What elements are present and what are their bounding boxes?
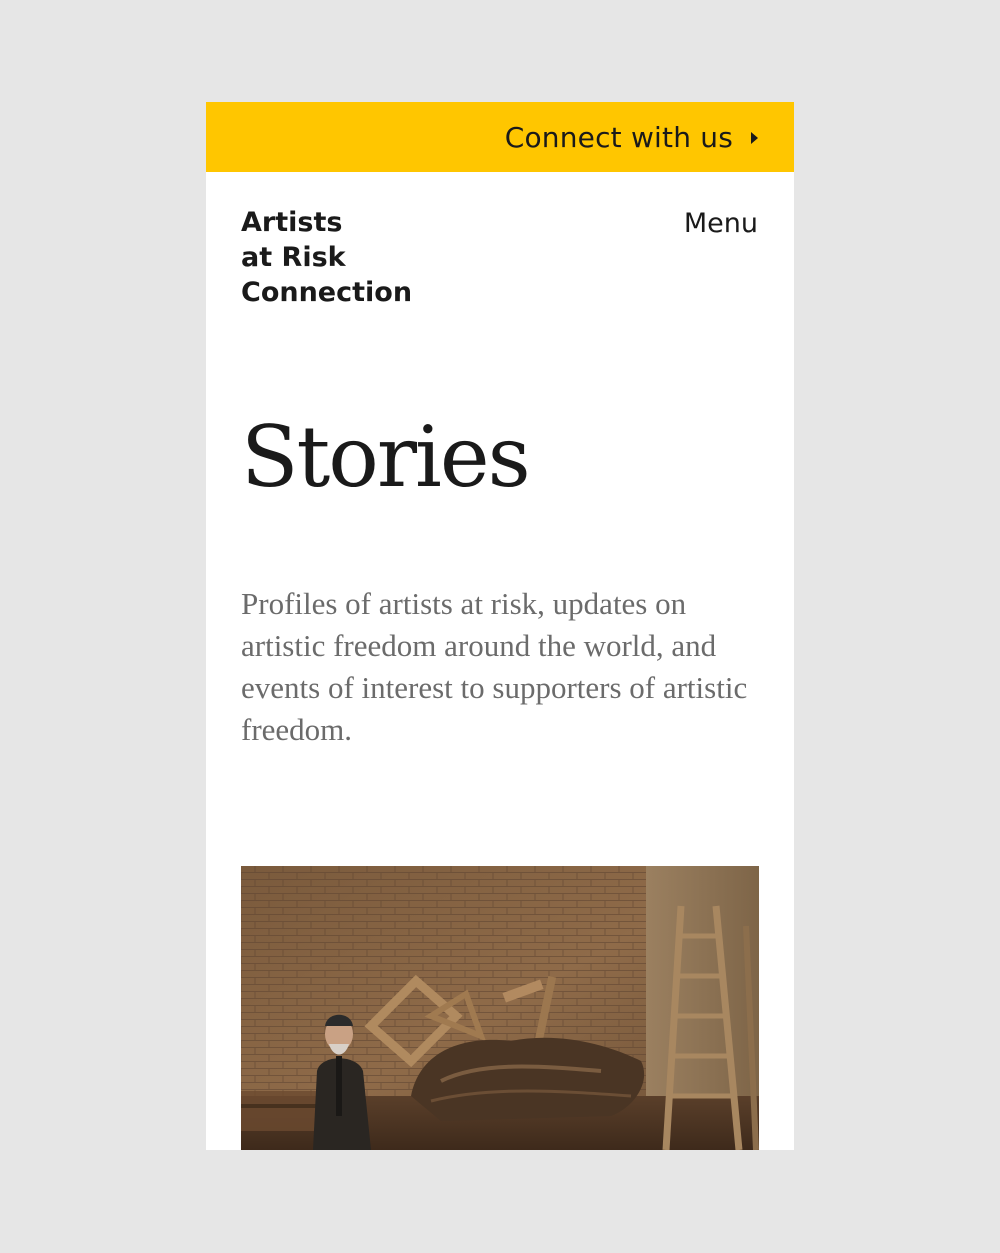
studio-photo: [241, 866, 759, 1150]
intro-text: Profiles of artists at risk, updates on artistic freedom around the world, and events of interest to supporters of artistic freedom.: [241, 586, 748, 747]
hero-image[interactable]: [241, 866, 759, 1150]
connect-label: Connect with us: [504, 120, 733, 154]
site-logo[interactable]: [241, 205, 412, 310]
mobile-page: [206, 102, 794, 1150]
logo-line-2: at Risk: [241, 242, 346, 273]
logo-line-1: Artists: [241, 207, 343, 238]
connect-banner[interactable]: [206, 102, 794, 172]
page-title: Stories: [241, 408, 529, 506]
menu-button[interactable]: Menu: [683, 208, 758, 239]
caret-right-icon: [751, 132, 758, 144]
logo-line-3: Connection: [241, 277, 413, 308]
